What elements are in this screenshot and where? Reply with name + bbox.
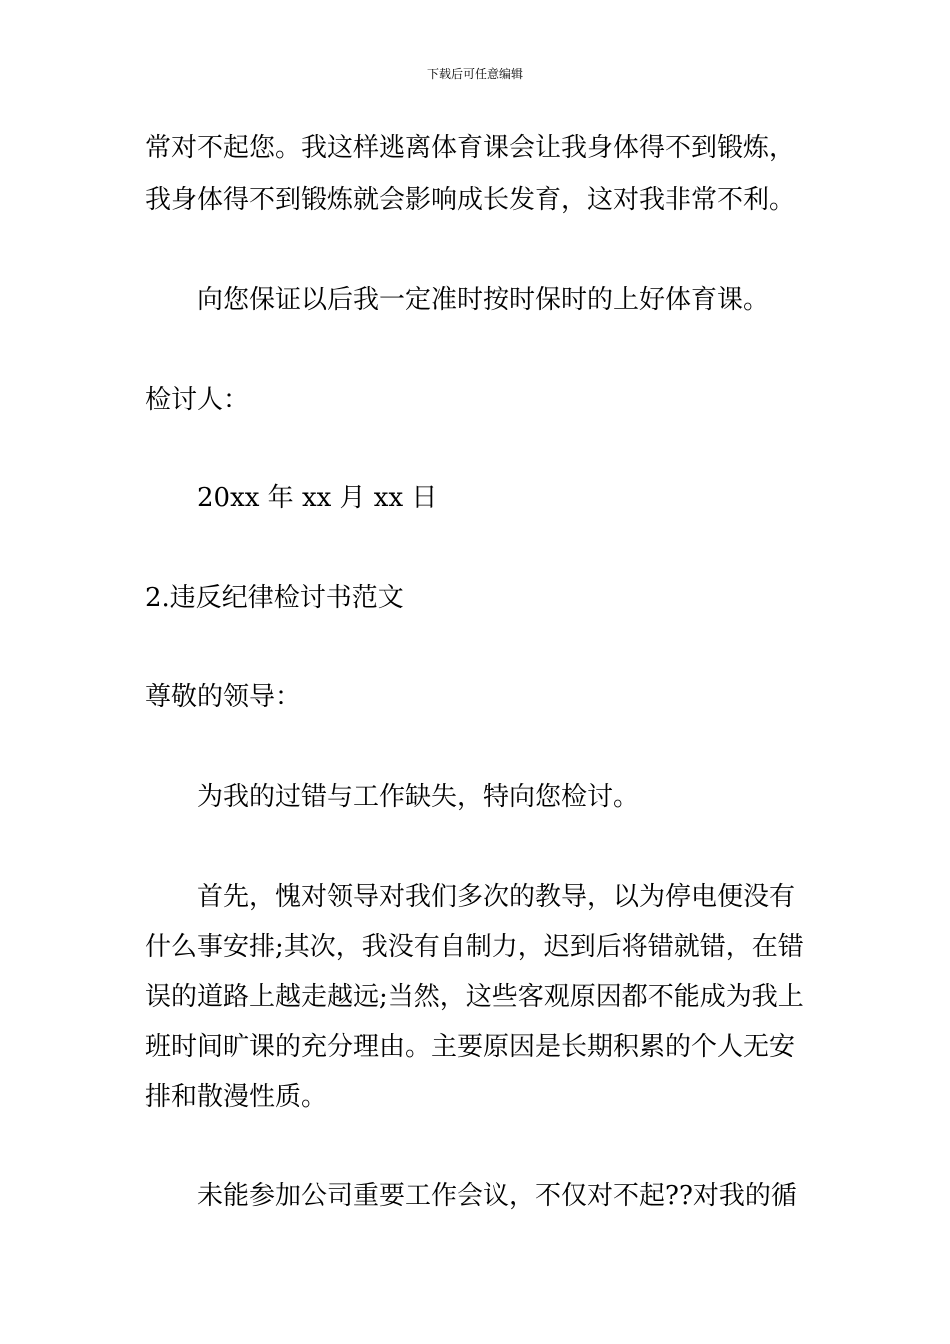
salutation: 尊敬的领导：	[145, 682, 302, 712]
text-line: 我身体得不到锻炼就会影响成长发育，这对我非常不利。	[145, 185, 796, 215]
page-header: 下载后可任意编辑	[426, 67, 523, 81]
section-heading: 2.违反纪律检讨书范文	[145, 583, 404, 613]
text-line: 什么事安排;其次，我没有自制力，迟到后将错就错，在错	[145, 932, 804, 962]
text-line: 误的道路上越走越远;当然，这些客观原因都不能成为我上	[145, 982, 804, 1012]
text-line: 首先，愧对领导对我们多次的教导，以为停电便没有	[197, 882, 796, 912]
text-line: 为我的过错与工作缺失，特向您检讨。	[197, 782, 640, 812]
text-line: 排和散漫性质。	[145, 1082, 328, 1112]
text-line: 班时间旷课的充分理由。主要原因是长期积累的个人无安	[145, 1032, 796, 1062]
date-line: 20xx 年 xx 月 xx 日	[197, 483, 438, 513]
text-line: 常对不起您。我这样逃离体育课会让我身体得不到锻炼，	[145, 133, 796, 163]
text-line: 未能参加公司重要工作会议，不仅对不起??对我的循	[197, 1181, 797, 1211]
signature-label: 检讨人：	[145, 385, 250, 415]
text-line: 向您保证以后我一定准时按时保时的上好体育课。	[197, 285, 770, 315]
